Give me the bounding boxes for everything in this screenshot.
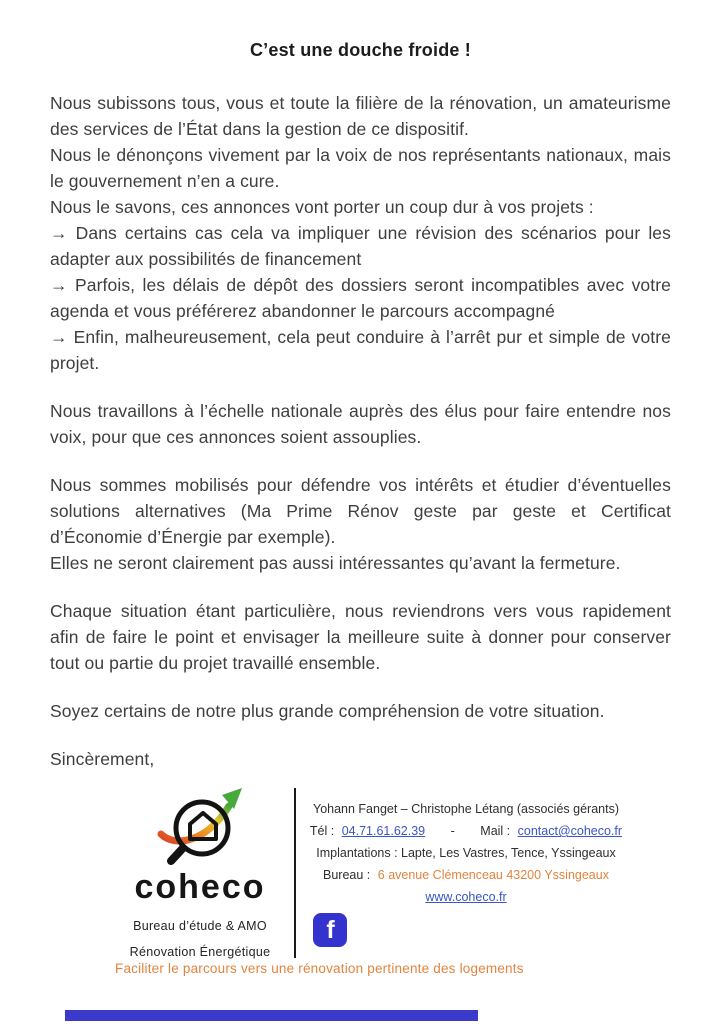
paragraph-line: Soyez certains de notre plus grande compréhension de votre situation.	[50, 701, 605, 721]
coheco-wordmark: coheco	[134, 868, 266, 906]
email-link[interactable]: contact@coheco.fr	[517, 824, 623, 838]
logo-subtitle-renovation: Rénovation Énergétique	[129, 945, 271, 959]
tel-label: Tél :	[309, 824, 335, 838]
mail-label: Mail :	[480, 824, 511, 838]
logo-subtitle-amo: Bureau d’étude & AMO	[133, 919, 267, 933]
bottom-accent-bar	[65, 1010, 478, 1021]
paragraph-line: Elles ne seront clairement pas aussi intéressantes qu’avant la fermeture.	[50, 553, 621, 573]
website-link[interactable]: www.coheco.fr	[425, 890, 507, 904]
coheco-logo-block	[110, 782, 290, 959]
signature-divider	[294, 788, 296, 958]
paragraph-line: Nous subissons tous, vous et toute la filière de la rénovation, un amateurisme des services de l’État dans la gestion de ce dispositif.	[50, 93, 671, 139]
bullet-line: → Enfin, malheureusement, cela peut conduire à l’arrêt pur et simple de votre projet.	[50, 327, 671, 373]
bullet-line: → Parfois, les délais de dépôt des dossiers seront incompatibles avec votre agenda et vous préférerez abandonner le parcours accompagné	[50, 275, 671, 321]
bullet-line: → Dans certains cas cela va impliquer une révision des scénarios pour les adapter aux possibilités de financement	[50, 223, 671, 269]
tel-mail-line	[308, 820, 624, 842]
phone-link[interactable]: 04.71.61.62.39	[341, 824, 426, 838]
page-title: C’est une douche froide !	[249, 40, 472, 60]
bureau-address: 6 avenue Clémenceau 43200 Yssingeaux	[377, 868, 609, 882]
coheco-logo-icon	[145, 782, 255, 866]
paragraph-line: Nous le dénonçons vivement par la voix de nos représentants nationaux, mais le gouvernement n’en a cure.	[50, 145, 671, 191]
implantations-line: Implantations : Lapte, Les Vastres, Tence, Yssingeaux	[316, 846, 616, 860]
managers-line: Yohann Fanget – Christophe Létang (associés gérants)	[313, 802, 619, 816]
paragraph-line: Nous sommes mobilisés pour défendre vos intérêts et étudier d’éventuelles solutions alternatives (Ma Prime Rénov geste par geste et Certificat d’Économie d’Énergie par exemple).	[50, 475, 671, 547]
letter-body	[50, 90, 671, 772]
facebook-icon[interactable]	[313, 913, 347, 947]
footer-tagline: Faciliter le parcours vers une rénovation pertinente des logements	[115, 961, 524, 976]
separator-dash: -	[450, 824, 455, 838]
paragraph-line: Nous le savons, ces annonces vont porter un coup dur à vos projets :	[50, 197, 594, 217]
paragraph-line: Chaque situation étant particulière, nous reviendrons vers vous rapidement afin de faire le point et envisager la meilleure suite à donner pour conserver tout ou partie du projet travaillé ensemble.	[50, 601, 671, 673]
website-line	[308, 886, 624, 908]
facebook-glyph: f	[326, 915, 335, 944]
closing-line: Sincèrement,	[50, 749, 155, 769]
bureau-line	[308, 864, 624, 886]
bureau-label: Bureau :	[323, 868, 371, 882]
paragraph-line: Nous travaillons à l’échelle nationale auprès des élus pour faire entendre nos voix, pour que ces annonces soient assouplies.	[50, 401, 671, 447]
contact-block	[308, 798, 624, 908]
